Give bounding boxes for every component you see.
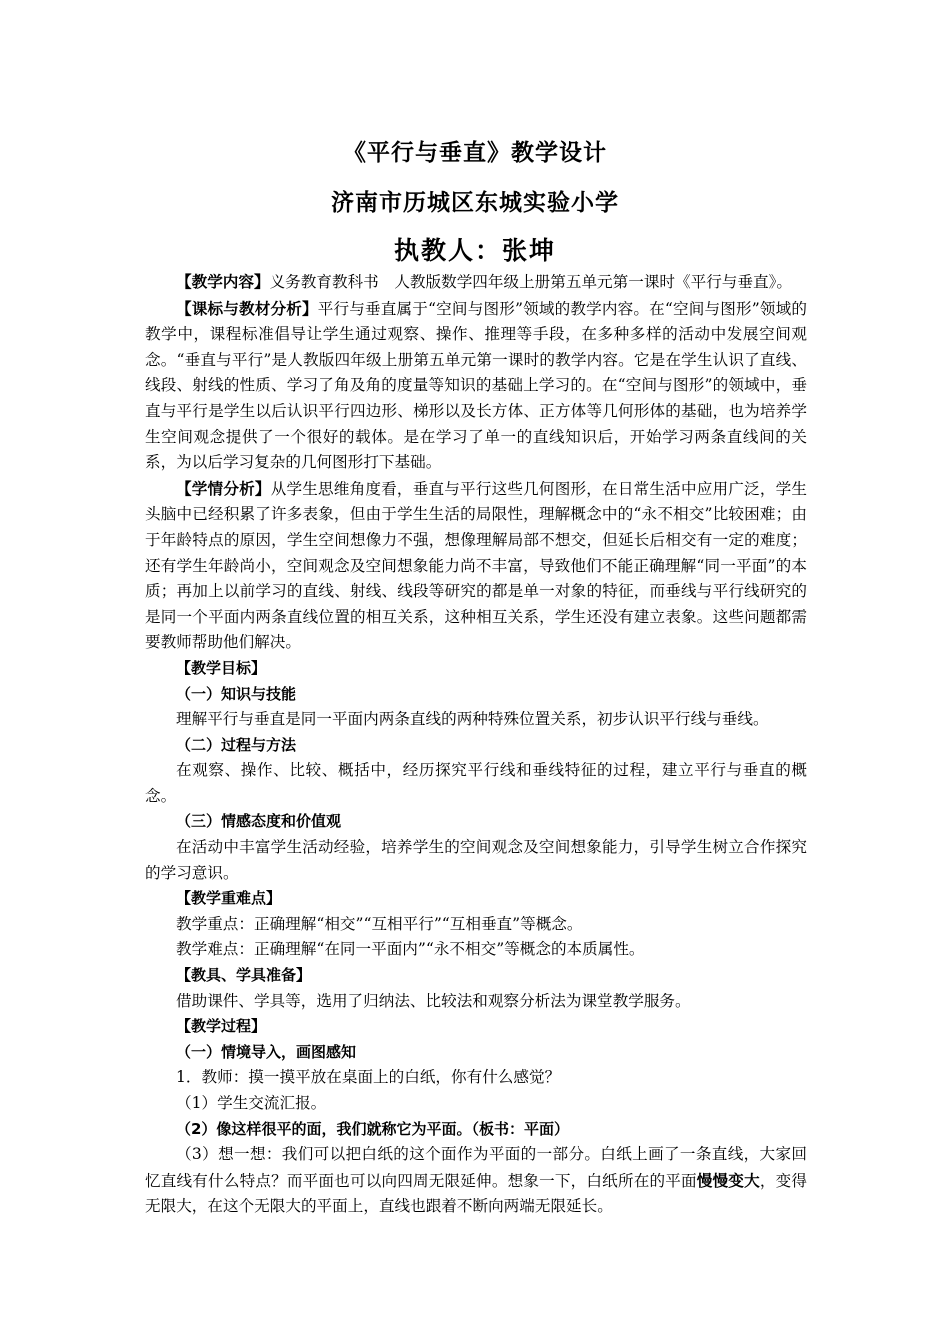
student-text: 从学生思维角度看，垂直与平行这些几何图形，在日常生活中应用广泛，学生头脑中已经积累了许多表象，但由于学生生活的局限性，理解概念中的“永不相交”比较困难；由于年龄特点的原因，学生空间想像力不强，想像理解局部不想交，但延长后相交有一定的难度；还有学生年龄尚小，空间观念及空间想象能力尚不丰富，导致他们不能正确理解“同一平面”的本质；再加上以前学习的直线、射线、线段等研究的都是单一对象的特征，而垂线与平行线研究的是同一个平面内两条直线位置的相互关系，这种相互关系，学生还没有建立表象。这些问题都需要教师帮助他们解决。	[145, 479, 807, 652]
key-heading: 【教学重难点】	[176, 889, 282, 908]
content-label: 【教学内容】	[176, 272, 270, 291]
step-1-1: （1）学生交流汇报。	[176, 1094, 327, 1112]
key-point: 教学重点：正确理解“相交”“互相平行”“互相垂直”等概念。	[176, 914, 583, 933]
analysis-paragraph	[145, 296, 807, 476]
tools-text: 借助课件、学具等，选用了归纳法、比较法和观察分析法为课堂教学服务。	[176, 991, 691, 1010]
student-label: 【学情分析】	[176, 478, 271, 498]
goal1-text: 理解平行与垂直是同一平面内两条直线的两种特殊位置关系，初步认识平行线与垂线。	[176, 710, 769, 729]
goal2-text: 在观察、操作、比较、概括中，经历探究平行线和垂线特征的过程，建立平行与垂直的概念。	[145, 761, 807, 805]
document-title: 《平行与垂直》教学设计	[343, 140, 607, 166]
process-heading: 【教学过程】	[176, 1017, 267, 1036]
step-1-3-text-c: ，变得无限大，在这个无限大的平面上，直线也跟着不断向两端无限延长。	[145, 1171, 807, 1216]
step-1-3-text-a: （3）想一想：我们可以把白纸的这个面作为平面的一部分。白纸上画了一条直线，大家回忆直线有什么特点？而平面也可以向四周无限延伸。想象一下，白纸所在的平面	[145, 1145, 807, 1190]
school-name: 济南市历城区东城实验小学	[331, 190, 619, 216]
difficult-point: 教学难点：正确理解“在同一平面内”“永不相交”等概念的本质属性。	[176, 940, 645, 959]
process1-heading: （一）情境导入，画图感知	[176, 1042, 357, 1061]
goal3-heading: （三）情感态度和价值观	[176, 812, 342, 831]
teacher-name: 执教人：张坤	[393, 236, 556, 265]
tools-heading: 【教具、学具准备】	[176, 966, 312, 985]
document-body	[145, 269, 807, 1220]
student-paragraph	[145, 476, 807, 656]
analysis-label: 【课标与教材分析】	[176, 298, 318, 318]
step-1-3	[145, 1142, 807, 1220]
step-1-2: （2）像这样很平的面，我们就称它为平面。（板书：平面）	[176, 1119, 569, 1138]
step-1: 1．教师：摸一摸平放在桌面上的白纸，你有什么感觉？	[176, 1068, 561, 1087]
goal1-heading: （一）知识与技能	[176, 684, 297, 703]
goal3-text: 在活动中丰富学生活动经验，培养学生的空间观念及空间想象能力，引导学生树立合作探究的学习意识。	[145, 838, 807, 882]
analysis-text: 平行与垂直属于“空间与图形”领域的教学内容。在“空间与图形”领域的教学中，课程标准倡导让学生通过观察、操作、推理等手段，在多种多样的活动中发展空间观念。“垂直与平行”是人教版四年级上册第五单元第一课时的教学内容。它是在学生认识了直线、线段、射线的性质、学习了角及角的度量等知识的基础上学习的。在“空间与图形”的领域中，垂直与平行是学生以后认识平行四边形、梯形以及长方体、正方体等几何形体的基础，也为培养学生空间观念提供了一个很好的载体。是在学习了单一的直线知识后，开始学习两条直线间的关系，为以后学习复杂的几何图形打下基础。	[145, 299, 807, 472]
step-1-3-emphasis: 慢慢变大	[696, 1170, 760, 1190]
goal2-heading: （二）过程与方法	[176, 735, 297, 754]
content-paragraph	[145, 269, 807, 296]
content-text: 义务教育教科书 人教版数学四年级上册第五单元第一课时《平行与垂直》。	[269, 273, 792, 291]
goals-heading: 【教学目标】	[176, 658, 267, 677]
